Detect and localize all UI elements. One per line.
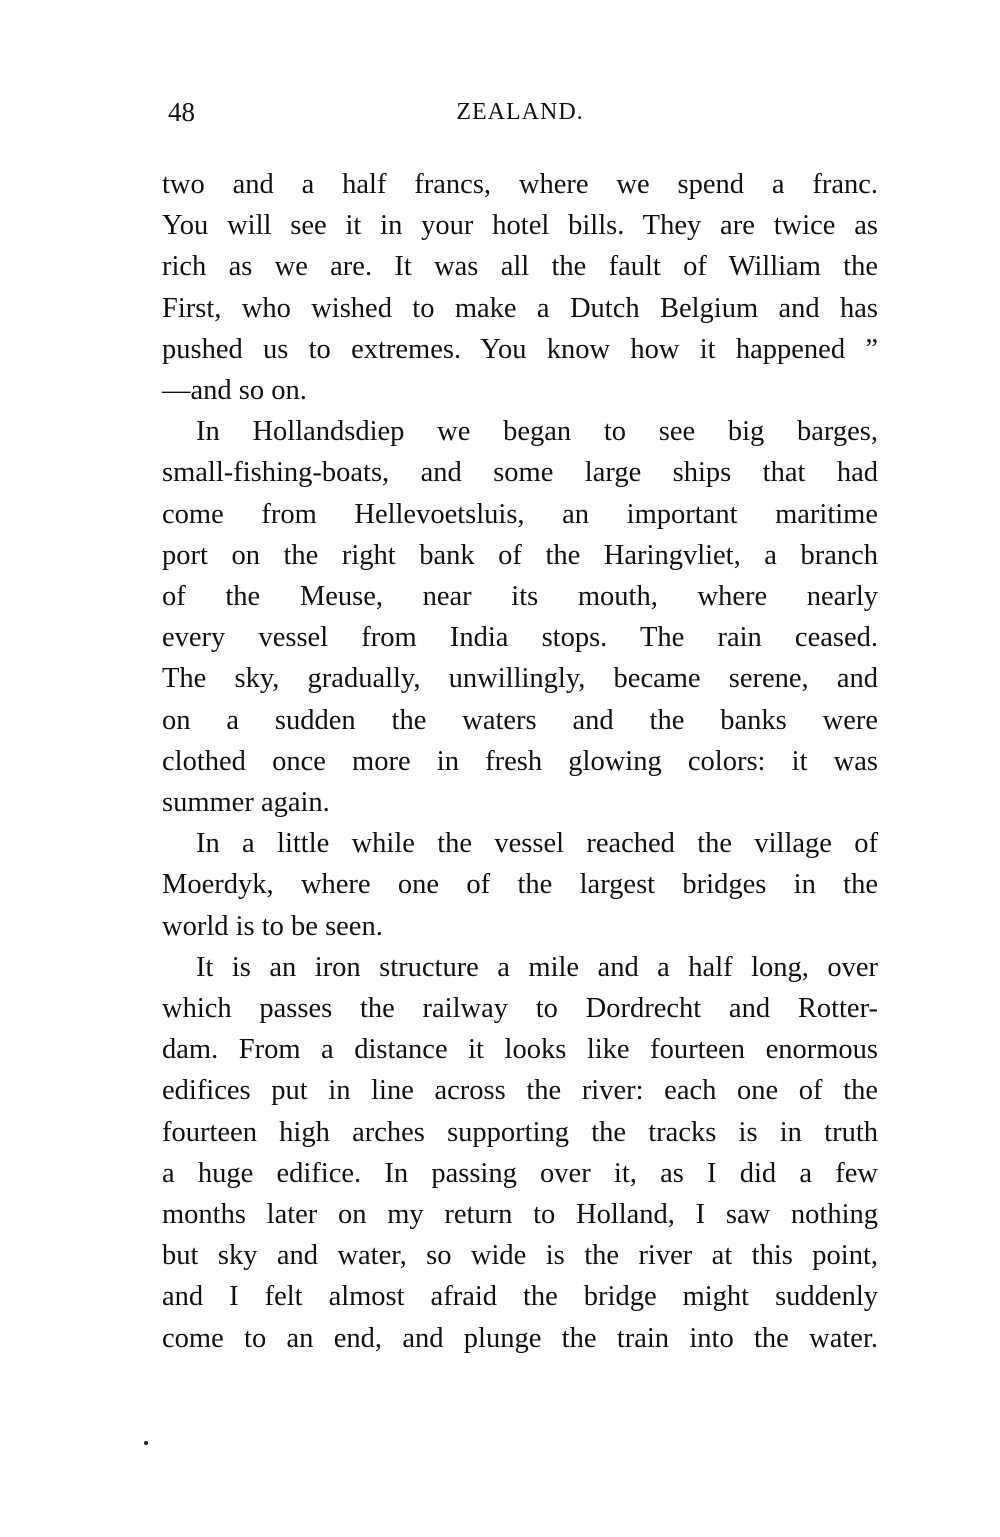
body-text bbox=[162, 164, 878, 1359]
text-line: First, who wished to make a Dutch Belgium and has bbox=[162, 292, 878, 324]
text-line: dam. From a distance it looks like fourteen enormous bbox=[162, 1034, 878, 1066]
text-line: edifices put in line across the river: each one of the bbox=[162, 1075, 878, 1107]
text-line: In Hollandsdiep we began to see big barges, bbox=[196, 416, 878, 448]
text-line: You will see it in your hotel bills. They are twice as bbox=[162, 210, 878, 242]
text-line: months later on my return to Holland, I saw nothing bbox=[162, 1199, 878, 1231]
text-line: two and a half francs, where we spend a franc. bbox=[162, 169, 878, 200]
text-line: fourteen high arches supporting the tracks is in truth bbox=[162, 1116, 878, 1148]
text-line: rich as we are. It was all the fault of William the bbox=[162, 251, 878, 283]
running-head bbox=[162, 94, 878, 130]
text-line: small-fishing-boats, and some large ships that had bbox=[162, 457, 878, 489]
text-line: come to an end, and plunge the train into the water. bbox=[162, 1322, 878, 1354]
text-line: —and so on. bbox=[162, 375, 307, 407]
text-line: The sky, gradually, unwillingly, became serene, and bbox=[162, 663, 878, 695]
text-line: summer again. bbox=[162, 787, 330, 819]
running-title: ZEALAND. bbox=[456, 99, 584, 125]
text-line: Moerdyk, where one of the largest bridges in the bbox=[162, 869, 878, 901]
text-line: It is an iron structure a mile and a half long, over bbox=[196, 951, 878, 983]
ink-speck bbox=[144, 1441, 148, 1445]
text-line: on a sudden the waters and the banks were bbox=[162, 704, 878, 736]
text-line: a huge edifice. In passing over it, as I did a few bbox=[162, 1157, 878, 1189]
text-line: but sky and water, so wide is the river at this point, bbox=[162, 1240, 878, 1272]
text-line: world is to be seen. bbox=[162, 910, 383, 942]
text-line: which passes the railway to Dordrecht and Rotter- bbox=[162, 993, 878, 1025]
text-line: In a little while the vessel reached the village of bbox=[196, 828, 878, 860]
page-number: 48 bbox=[168, 97, 195, 127]
text-line: of the Meuse, near its mouth, where nearly bbox=[162, 581, 878, 613]
text-line: pushed us to extremes. You know how it happened ” bbox=[162, 333, 878, 365]
text-line: clothed once more in fresh glowing colors: it was bbox=[162, 745, 878, 777]
text-line: port on the right bank of the Haringvliet, a branch bbox=[162, 539, 878, 571]
text-line: come from Hellevoetsluis, an important maritime bbox=[162, 498, 878, 530]
text-line: every vessel from India stops. The rain ceased. bbox=[162, 622, 878, 654]
text-line: and I felt almost afraid the bridge might suddenly bbox=[162, 1281, 878, 1313]
